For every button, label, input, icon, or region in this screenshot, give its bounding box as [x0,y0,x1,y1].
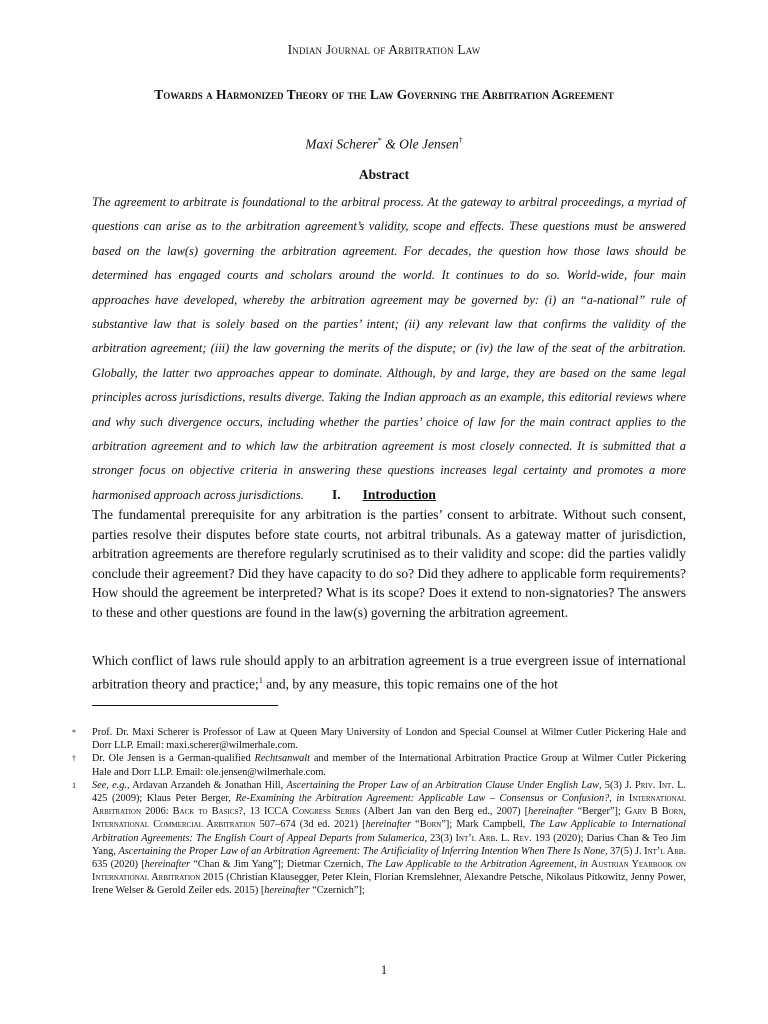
fn1-seg: Ascertaining the Proper Law of an Arbitration Clause Under English Law [286,779,599,791]
section-number: I. [332,487,341,502]
fn1-seg: 425 (2009); Klaus Peter Berger, [92,793,236,805]
footnotes [72,726,687,898]
fn1-seg: Re-Examining the Arbitration Agreement: Applicable Law – Consensus or Confusion? [235,793,610,805]
section-label: Introduction [362,487,436,502]
footnote-1 [72,779,687,898]
footnote-dagger [72,752,686,778]
fn1-seg: “Czernich”]; [309,885,365,897]
fn1-seg: (Albert Jan van den Berg ed., 2007) [ [360,806,529,818]
section-heading-introduction [0,487,768,503]
abstract-heading: Abstract [358,167,410,182]
footnote-mark-star[interactable]: * [377,136,382,145]
fn1-seg: Gary B Born, International Commercial Arbitration [92,806,686,831]
fn1-seg: See, e.g. [92,779,127,791]
fn1-seg: 507–674 (3d ed. 2021) [ [255,819,366,831]
fn1-seg: in [579,859,588,871]
author-jensen: Ole Jensen [399,136,459,152]
fn1-seg: hereinafter [528,806,574,818]
fn1-seg: , 37(5) [604,845,635,857]
footnote-ref-1[interactable]: 1 [258,675,263,685]
fn1-seg: J. Int’l Arb. [635,845,687,857]
fn1-seg: ”]; Mark Campbell, [441,819,530,831]
fn1-seg: , 5(3) [599,779,626,791]
footnote-star [72,726,686,752]
footnote-star-mark: * [72,728,76,737]
footnote-separator [92,705,278,706]
journal-name: Indian Journal of Arbitration Law [287,42,481,57]
footnote-dagger-text-b: and member of the International Arbitration Practice Group at Wilmer Cutler Pickering Hale and Dorr LLP. Email: ole.jensen@wilmerhale.com. [92,753,686,778]
fn1-seg: The Law Applicable to the Arbitration Agreement [366,859,574,871]
fn1-seg: 193 (2020); Darius Chan & Teo Jim Yang, [92,832,686,857]
author-scherer: Maxi Scherer [305,136,378,152]
fn1-seg: in [616,793,625,805]
fn1-seg: International Arbitration 2006: Back to Basics? [92,793,686,818]
body-paragraph-2-text-a: Which conflict of laws rule should apply to an arbitration agreement is a true evergreen issue of international arbitration theory and practice; [92,653,686,691]
fn1-seg: Austrian Yearbook on International Arbitration [92,859,687,884]
fn1-seg: Int’l Arb. L. Rev. [455,832,532,844]
fn1-seg: hereinafter [144,859,191,871]
body-paragraph-2 [92,651,686,694]
abstract-text: The agreement to arbitrate is foundational to the arbitral process. At the gateway to arbitral proceedings, a myriad of questions can arise as to the arbitration agreement’s validity, scope and effects. These questions must be answered based on the law(s) governing the arbitration agreement. For decades, the question how those laws should be determined has engaged courts and scholars around the world. It continues to do so. World-wide, four main approaches have developed, whereby the arbitration agreement may be governed by: (i) an “a-national” rule of substantive law that is solely based on the parties’ intent; (ii) any relevant law that confirms the validity of the arbitration agreement; (iii) the law governing the merits of the dispute; or (iv) the law of the seat of the arbitration. Globally, the latter two approaches appear to dominate. Although, by and large, they are based on the same legal principles across jurisdictions, results diverge. Taking the Indian approach as an example, this editorial reviews where and why such divergence occurs, including whether the parties’ choice of law for the main contract applies to the arbitration agreement and to which law the arbitration agreement is most closely connected. It is submitted that a stronger focus on objective criteria in answering these questions increases legal certainty and promotes a more harmonised approach across jurisdictions. [92,195,686,502]
fn1-seg: ICCA Congress Series [263,806,361,818]
page-number: 1 [380,963,388,977]
fn1-seg: , 23(3) [424,832,456,844]
authors-line [0,136,768,153]
fn1-seg: , [573,859,580,871]
fn1-seg: “Chan & Jim Yang”]; Dietmar Czernich, [190,859,367,871]
fn1-seg: hereinafter [365,819,411,831]
footnote-dagger-text-italic: Rechtsanwalt [254,753,311,765]
fn1-seg: hereinafter [264,885,310,897]
fn1-seg: J. Priv. Int. L. [625,779,686,791]
author-separator: & [381,136,400,152]
fn1-seg: 635 (2020) [ [92,859,145,871]
footnote-mark-dagger[interactable]: † [458,136,463,145]
fn1-seg: , Ardavan Arzandeh & Jonathan Hill, [126,779,287,791]
footnote-1-mark: 1 [72,780,76,790]
fn1-seg: Born [419,819,442,831]
body-paragraph-2-text-b: and, by any measure, this topic remains one of the hot [262,676,558,691]
fn1-seg: Ascertaining the Proper Law of an Arbitration Agreement: The Artificiality of Inferring Intention When There Is None [118,845,605,857]
footnote-star-text: Prof. Dr. Maxi Scherer is Professor of Law at Queen Mary University of London and Special Counsel at Wilmer Cutler Pickering Hale and Dorr LLP. Email: maxi.scherer@wilmerhale.com. [92,727,686,752]
fn1-seg: “Berger”]; [573,806,625,818]
footnote-dagger-text-a: Dr. Ole Jensen is a German-qualified [92,753,255,765]
article-title: Towards a Harmonized Theory of the Law Governing the Arbitration Agreement [154,87,614,102]
fn1-seg: “ [411,819,420,831]
fn1-seg: The Law Applicable to International Arbitration Agreements: The English Court of Appeal Departs from Sulamerica [92,819,686,844]
fn1-seg: , [609,793,617,805]
body-paragraph-1: The fundamental prerequisite for any arbitration is the parties’ consent to arbitrate. Without such consent, parties resolve their disputes before state courts, not arbitral tribunals. As a gateway matter of jurisdiction, arbitration agreements are therefore regularly scrutinised as to their validity and scope: did the parties validly conclude their agreement? Did they have capacity to do so? Did they adhere to applicable form requirements? How should the agreement be interpreted? What is its scope? Does it extend to non-signatories? The answers to these and other questions are found in the law(s) governing the arbitration agreement. [92,507,686,620]
footnote-dagger-mark: † [72,754,76,764]
fn1-seg: , 13 [242,806,264,818]
fn1-seg: 2015 (Christian Klausegger, Peter Klein, Florian Kremslehner, Alexandre Petsche, Nikolaus Pitkowitz, Jenny Power, Irene Welser & Gerold Zeiler eds. 2015) [ [92,872,686,897]
